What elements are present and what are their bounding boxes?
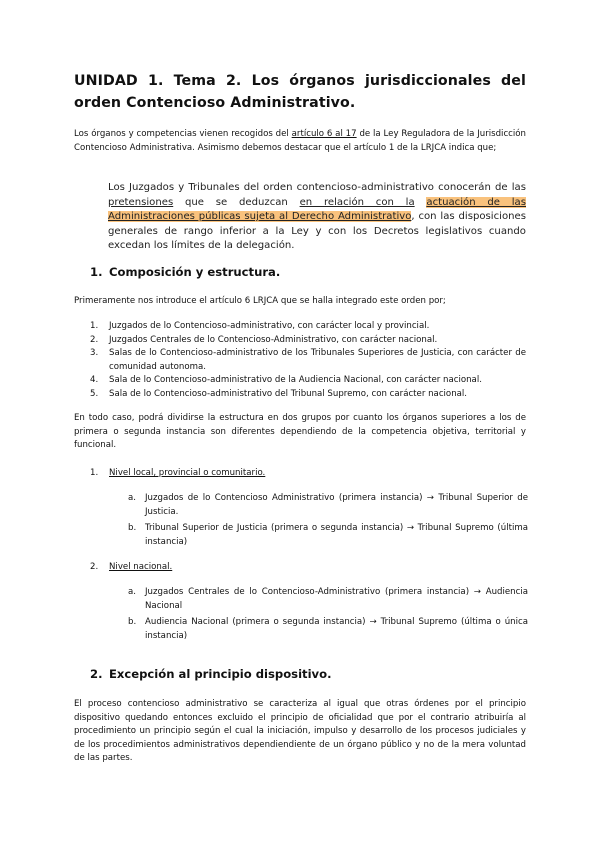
group-label: [90, 561, 526, 575]
group-marker: 2.: [90, 562, 99, 572]
group-1-sublist: [128, 492, 528, 552]
sublist-item-text: Juzgados Centrales de lo Contencioso-Administrativo (primera instancia) → Audiencia Nacional: [145, 587, 528, 611]
sublist-item: [128, 492, 528, 519]
quote-highlight: actuación de las Administraciones públicas sujeta al Derecho Administrativo: [108, 196, 526, 223]
list-marker: 4.: [90, 375, 99, 386]
group-label-text: Nivel local, provincial o comunitario.: [109, 468, 266, 478]
group-2: [90, 561, 526, 575]
quote-text-1: Los Juzgados y Tribunales del orden contencioso-administrativo conocerán de las: [108, 182, 526, 193]
section-2-body: El proceso contencioso administrativo se caracteriza al igual que otras órdenes por el principio dispositivo quedando entonces excluido el principio de oficialidad que por el contrario atribuiría al procedimiento un principio según el cual la iniciación, impulso y desarrollo de los procesos judiciales y de los procedimientos administrativos dependiendiente de un órgano público y no de la mera voluntad de las partes.: [74, 699, 526, 764]
list-item-text: Salas de lo Contencioso-administrativo de los Tribunales Superiores de Justicia, con carácter de comunidad autonoma.: [109, 348, 526, 372]
sublist-item-text: Juzgados de lo Contencioso Administrativo (primera instancia) → Tribunal Superior de Justicia.: [145, 493, 528, 517]
section-1-heading: [90, 264, 280, 280]
intro-paragraph: [74, 128, 526, 155]
list-item: [90, 320, 526, 334]
composition-list: [90, 320, 526, 402]
section-2-heading: [90, 666, 332, 682]
list-item-text: Sala de lo Contencioso-administrativo de la Audiencia Nacional, con carácter nacional.: [109, 375, 482, 386]
quote-text-4: , con las disposiciones generales de rango inferior a la Ley y con los Decretos legislativos cuando excedan los límites de la delegación.: [108, 211, 527, 252]
group-2-sublist: [128, 586, 528, 646]
quote-underline-pretensiones: pretensiones: [108, 196, 174, 208]
list-item: [90, 347, 526, 374]
list-item: [90, 334, 526, 348]
section-1-lead: Primeramente nos introduce el artículo 6 LRJCA que se halla integrado este orden por;: [74, 296, 446, 306]
list-marker: 1.: [90, 321, 99, 331]
division-paragraph: En todo caso, podrá dividirse la estructura en dos grupos por cuanto los órganos superiores a los de primera o segunda instancia son diferentes dependiendo de la competencia objetiva, territorial y funcional.: [74, 413, 526, 451]
section-2-number: 2.: [90, 667, 103, 681]
quote-underline-relacion: en relación con la: [299, 196, 415, 208]
document-title: UNIDAD 1. Tema 2. Los órganos jurisdiccionales del orden Contencioso Administrativo.: [74, 73, 526, 111]
sublist-item: [128, 522, 528, 549]
list-marker: 3.: [90, 348, 99, 359]
sublist-item-text: Audiencia Nacional (primera o segunda instancia) → Tribunal Supremo (última o única instancia): [145, 617, 528, 641]
sublist-marker: b.: [128, 617, 137, 628]
intro-text-after: de la Ley Reguladora de la Jurisdicción Contencioso Administrativa. Asimismo debemos destacar que el artículo 1 de la LRJCA indica que;: [74, 129, 526, 153]
sublist-marker: a.: [128, 493, 136, 503]
group-label: [90, 467, 526, 481]
group-1: [90, 467, 526, 481]
intro-text-before: Los órganos y competencias vienen recogidos del: [74, 129, 292, 139]
sublist-marker: b.: [128, 523, 137, 534]
list-marker: 5.: [90, 388, 99, 399]
section-2-title: Excepción al principio dispositivo.: [109, 667, 332, 681]
sublist-marker: a.: [128, 587, 136, 597]
quote-text-2: que se deduzcan: [173, 196, 300, 208]
section-1-title: Composición y estructura.: [109, 265, 281, 279]
list-marker: 2.: [90, 334, 99, 345]
list-item-text: Sala de lo Contencioso-administrativo del Tribunal Supremo, con carácter nacional.: [109, 388, 468, 399]
list-item: [90, 374, 526, 388]
sublist-item: [128, 586, 528, 613]
article-reference-link[interactable]: artículo 6 al 17: [291, 129, 357, 139]
list-item: [90, 388, 526, 402]
group-label-text: Nivel nacional.: [109, 562, 173, 572]
list-item-text: Juzgados Centrales de lo Contencioso-Administrativo, con carácter nacional.: [109, 334, 438, 345]
group-marker: 1.: [90, 468, 99, 478]
section-1-number: 1.: [90, 265, 103, 279]
article-1-quote: [108, 181, 526, 254]
quote-text-3: [415, 197, 427, 208]
sublist-item: [128, 616, 528, 643]
list-item-text: Juzgados de lo Contencioso-administrativo, con carácter local y provincial.: [109, 321, 430, 331]
sublist-item-text: Tribunal Superior de Justicia (primera o segunda instancia) → Tribunal Supremo (última instancia): [145, 523, 528, 547]
